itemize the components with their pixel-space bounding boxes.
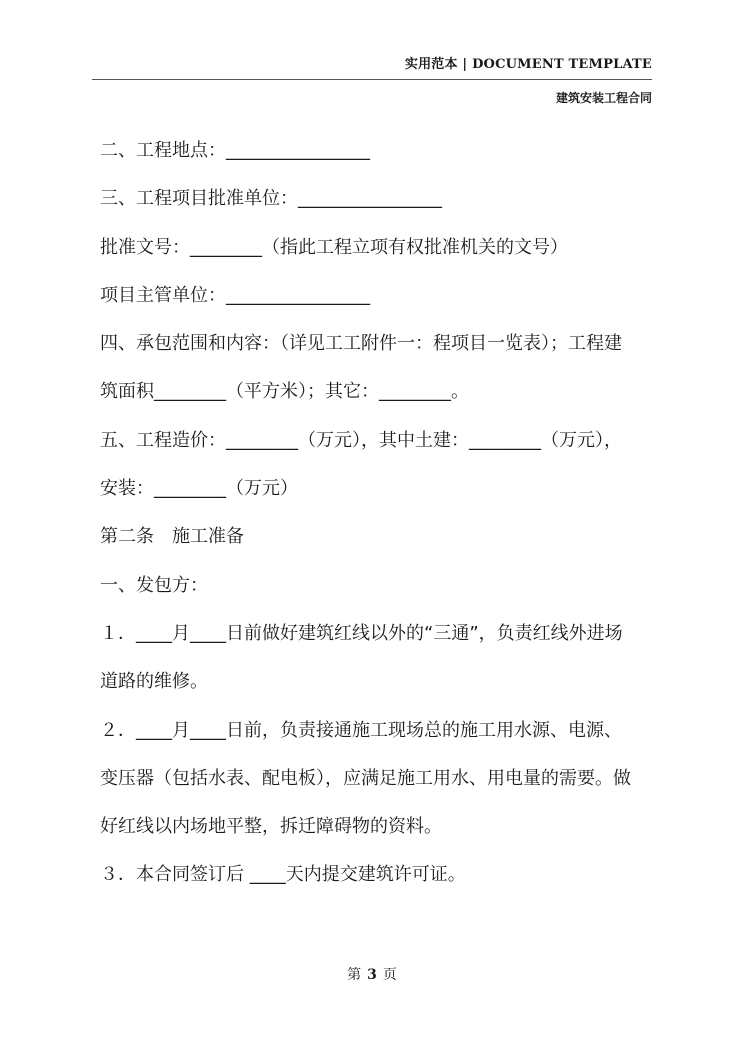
body-line: 一、发包方： xyxy=(100,574,208,596)
body-line: 项目主管单位：________________ xyxy=(100,284,370,306)
section-heading: 第二条 施工准备 xyxy=(100,526,244,548)
page-number: 3 xyxy=(367,967,377,983)
body-line: 二、工程地点：________________ xyxy=(100,140,370,161)
body-line: 四、承包范围和内容：（详见工工附件一：程项目一览表）；工程建 xyxy=(100,333,622,355)
body-line: 道路的维修。 xyxy=(100,671,208,693)
body-line: 好红线以内场地平整，拆迁障碍物的资料。 xyxy=(100,816,442,838)
page-label-suffix: 页 xyxy=(382,967,397,983)
body-line: ２．____月____日前，负责接通施工现场总的施工用水源、电源、 xyxy=(100,719,622,741)
page-label-prefix: 第 xyxy=(347,967,362,983)
contract-body xyxy=(100,127,660,900)
body-line: 五、工程造价：________（万元），其中土建：________（万元）， xyxy=(100,429,622,451)
header-brand: 实用范本 | DOCUMENT TEMPLATE xyxy=(404,57,652,72)
body-line: 变压器（包括水表、配电板），应满足施工用水、用电量的需要。做 xyxy=(100,767,631,789)
body-line: 三、工程项目批准单位：________________ xyxy=(100,188,442,210)
body-line: ３．本合同签订后 ____天内提交建筑许可证。 xyxy=(100,864,466,886)
header-divider xyxy=(92,79,652,80)
page-footer xyxy=(0,964,744,984)
body-line: １．____月____日前做好建筑红线以外的“三通”，负责红线外进场 xyxy=(100,622,623,644)
body-line: 安装：________（万元） xyxy=(100,478,298,500)
body-line: 批准文号：________（指此工程立项有权批准机关的文号） xyxy=(100,236,568,258)
body-line: 筑面积________（平方米）；其它：________。 xyxy=(100,381,469,403)
document-title: 建筑安装工程合同 xyxy=(555,91,652,105)
